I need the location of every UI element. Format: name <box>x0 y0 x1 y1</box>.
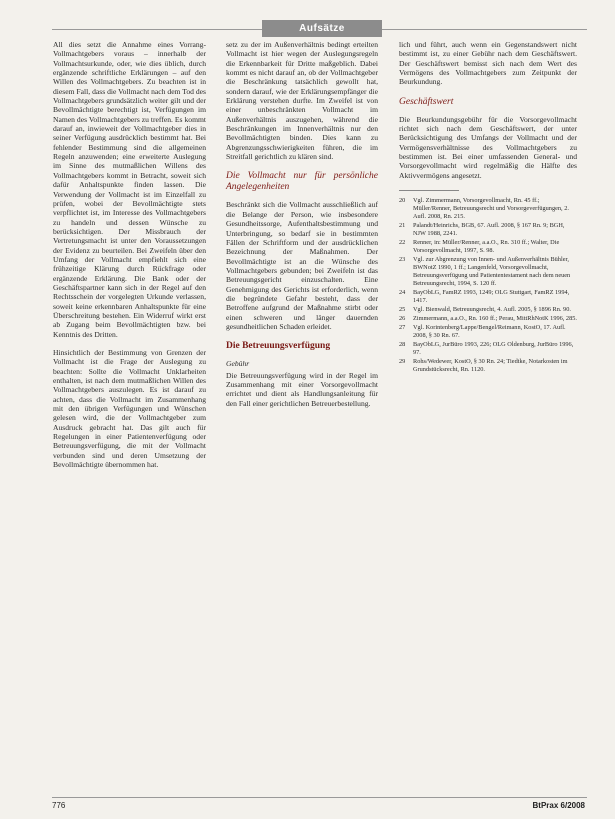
footnote: 28 BayObLG, JurBüro 1993, 226; OLG Oldenburg, JurBüro 1996, 97. <box>399 341 574 357</box>
footnote-rule <box>399 190 459 191</box>
body-paragraph: Beschränkt sich die Vollmacht ausschließlich auf die Belange der Person, wie insbesondere Gesundheitssorge, Aufenthaltsbestimmung und Unterbringung, so bedarf sie in bestimmten Fällen der Schriftform und der ausdrücklichen Bezeichnung der Maßnahmen. Der Bevollmächtigte ist an die Wünsche des Vollmachtgebers gebunden; bei Zweifeln ist das Betreuungsgericht einzuschalten. Eine Genehmigung des Gerichts ist erforderlich, wenn die begründete Gefahr besteht, dass der Betroffene aufgrund der Maßnahme stirbt oder einen schweren und länger dauernden gesundheitlichen Schaden erleidet. <box>226 200 378 331</box>
footnote: 25 Vgl. Bienwald, Betreuungsrecht, 4. Aufl. 2005, § 1896 Rn. 90. <box>399 306 571 314</box>
column-middle <box>226 40 378 408</box>
footnote: 22 Renner, in: Müller/Renner, a.a.O., Rn. 310 ff.; Walter, Die Vorsorgevollmacht, 1997, S. 98. <box>399 239 560 255</box>
footnote: 26 Zimmermann, a.a.O., Rn. 160 ff.; Perau, MittRhNotK 1996, 285. <box>399 315 577 323</box>
footnote: 27 Vgl. Korintenberg/Lappe/Bengel/Reimann, KostO, 17. Aufl. 2008, § 30 Rn. 67. <box>399 324 566 340</box>
body-paragraph: Die Betreuungsverfügung wird in der Regel im Zusammenhang mit einer Vorsorgevollmacht errichtet und dient als Handlungsanleitung für den Fall einer gerichtlichen Betreuerbestellung. <box>226 370 378 408</box>
page-number: 776 <box>52 801 66 810</box>
section-header-tab: Aufsätze <box>262 20 382 37</box>
footnote: 20 Vgl. Zimmermann, Vorsorgevollmacht, Rn. 45 ff.; Müller/Renner, Betreuungsrecht und Vorsorgeverfügungen, 2. Aufl. 2008, Rn. 215. <box>399 197 569 221</box>
body-paragraph: Hinsichtlich der Bestimmung von Grenzen der Vollmacht ist die Frage der Auslegung zu beachten: Sollte die Vollmacht Unklarheiten enthalten, ist nach dem mutmaßlichen Willen des Vollmachtgebers auszulegen. Es ist darauf zu achten, dass die Vollmacht im Zusammenhang mit den übrigen Verfügungen und Wünschen gelesen wird, die der Vollmachtgeber zum Ausdruck gebracht hat. Das gilt auch für Regelungen in einer Patientenverfügung oder Betreuungsverfügung, die mit der Vollmacht verbunden sind und deren Umsetzung der Bevollmächtigte übernommen hat. <box>53 348 206 470</box>
column-right <box>399 40 577 375</box>
body-paragraph: setz zu der im Außenverhältnis bedingt erteilten Vollmacht ist hier wegen der Auslegungsregeln die Erkennbarkeit für Dritte maßgeblich. Dabei kommt es nicht darauf an, ob der Vollmachtgeber die Beschränkung tatsächlich gewollt hat, sondern darauf, wie der Erklärungsempfänger die Erklärung verstehen durfte. Im Zweifel ist von einer unbeschränkten Vollmacht im Außenverhältnis auszugehen, während die Beschränkungen im Innenverhältnis nur den Bevollmächtigten binden. Dies kann zu Abgrenzungsschwierigkeiten führen, die im Streitfall gerichtlich zu klären sind. <box>226 40 378 162</box>
body-paragraph: All dies setzt die Annahme eines Vorrang-Vollmachtgebers voraus – innerhalb der Vollmachtsurkunde, oder, wie dies üblich, durch ergänzende schriftliche Erklärungen – auf den Willen des Vollmachtgebers. Zu beachten ist in diesem Fall, dass die Vollmacht nach dem Tod des Vollmachtgebers grundsätzlich weiter gilt und der Bevollmächtigte berechtigt ist, Verfügungen im Namen des Vollmachtgebers zu treffen. Es kommt darauf an, inwieweit der Vollmachtgeber dies in seiner Verfügung ausdrücklich bestimmt hat. Bei fehlender Bestimmung sind die allgemeinen Regeln anzuwenden; eine erweiterte Auslegung im Sinne des mutmaßlichen Willens des Vollmachtgebers kommt in Betracht, soweit sich dafür Anhaltspunkte finden lassen. Die Verwendung der Vollmacht ist im Einzelfall zu prüfen, wobei der Bevollmächtigte stets verpflichtet ist, im Interesse des Vollmachtgebers zu handeln und dessen Wünsche zu berücksichtigen. Der Missbrauch der Vertretungsmacht ist unter den Voraussetzungen der Evidenz zu beurteilen. Bei Zweifeln über den Umfang der Vollmacht empfiehlt sich eine frühzeitige Klärung durch Rückfrage oder ergänzende Erklärung. Die Bank oder der Geschäftspartner kann sich in der Regel auf den Rechtsschein der vorgelegten Urkunde verlassen, soweit keine erkennbaren Anhaltspunkte für eine Überschreitung bestehen. Ein Widerruf wirkt erst ab Zugang beim Bevollmächtigten bzw. bei Kenntnis des Dritten. <box>53 40 206 339</box>
body-paragraph: Die Beurkundungsgebühr für die Vorsorgevollmacht richtet sich nach dem Geschäftswert, der unter Berücksichtigung des Umfangs der Vollmacht und der Vermögensverhältnisse des Vollmachtgebers zu bestimmen ist. Bei einer umfassenden General- und Vorsorgevollmacht wird regelmäßig die Hälfte des Aktivvermögens angesetzt. <box>399 114 577 180</box>
footnotes <box>399 197 577 374</box>
footnote: 23 Vgl. zur Abgrenzung von Innen- und Außenverhältnis Bühler, BWNotZ 1990, 1 ff.; Langenfeld, Vorsorgevollmacht, Betreuungsverfügung und Patiententestament nach dem neuen Betreuungsrecht, 1994, S. 120 ff. <box>399 256 571 288</box>
section-heading: Die Vollmacht nur für persönliche Angelegenheiten <box>226 171 378 193</box>
section-heading: Die Betreuungsverfügung <box>226 341 331 352</box>
column-left <box>53 40 206 469</box>
footnote: 29 Rohs/Wedewer, KostO, § 30 Rn. 24; Tiedtke, Notarkosten im Grundstücksrecht, Rn. 1120. <box>399 358 568 374</box>
footnote: 24 BayObLG, FamRZ 1993, 1249; OLG Stuttgart, FamRZ 1994, 1417. <box>399 289 570 305</box>
footnote: 21 Palandt/Heinrichs, BGB, 67. Aufl. 2008, § 167 Rn. 9; BGH, NJW 1988, 2241. <box>399 222 565 238</box>
section-heading: Geschäftswert <box>399 96 454 107</box>
journal-issue: BtPrax 6/2008 <box>532 801 585 810</box>
body-paragraph: lich und führt, auch wenn ein Gegenstandswert nicht bestimmt ist, zu einer Gebühr nach dem Geschäftswert. Der Geschäftswert bemisst sich nach dem Wert des Vermögens des Vollmachtgebers zum Zeitpunkt der Beurkundung. <box>399 40 577 87</box>
footer-rule <box>52 797 587 798</box>
subheading: Gebühr <box>226 359 250 369</box>
